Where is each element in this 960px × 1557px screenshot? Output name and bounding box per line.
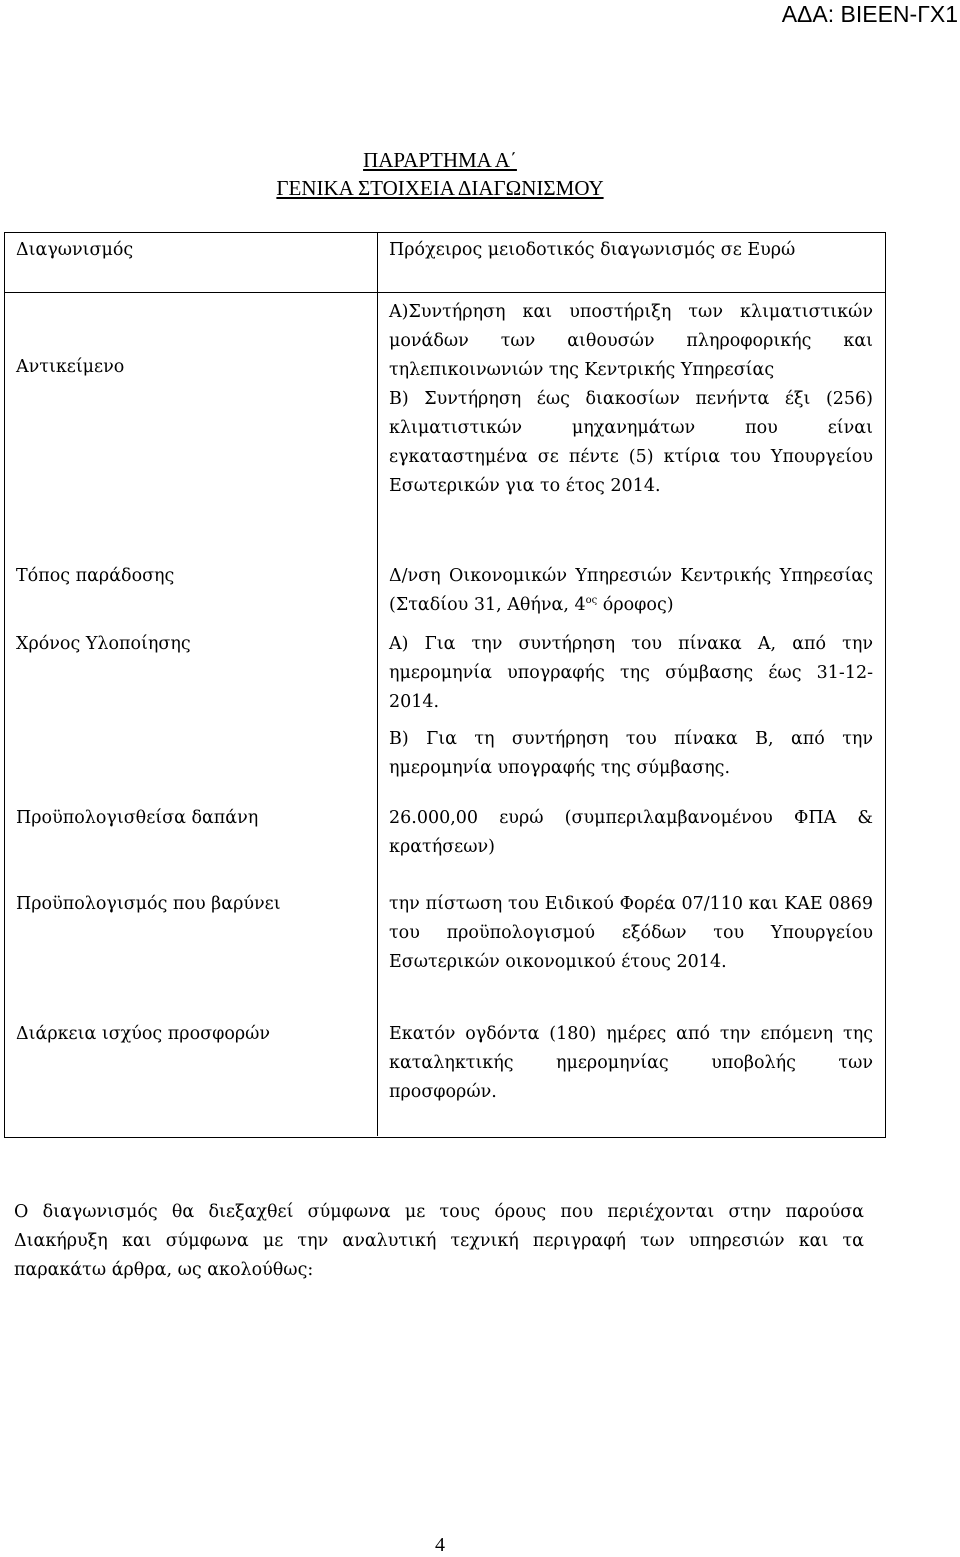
terms-paragraph: Ο διαγωνισμός θα διεξαχθεί σύμφωνα με τους όρους που περιέχονται στην παρούσα Διακήρυξη και σύμφωνα με την αναλυτική τεχνική περιγραφή των υπηρεσιών και τα παρακάτω άρθρα, ως ακολούθως: [14,1202,864,1280]
label-budget-charged: Προϋπολογισμός που βαρύνει [16,894,281,914]
label-delivery-place: Τόπος παράδοσης [16,566,175,586]
table-row-budget-charged [4,884,885,1020]
label-tender: Διαγωνισμός [16,240,134,260]
label-implementation-time: Χρόνος Υλοποίησης [16,634,191,654]
value-subject-b: Β) Συντήρηση έως διακοσίων πενήντα έξι (256) κλιματιστικών μηχανημάτων που είναι εγκαταστημένα σε πέντε (5) κτίρια του Υπουργείου Εσωτερικών για το έτος 2014. [389,388,873,496]
general-info-title: ΓΕΝΙΚΑ ΣΤΟΙΧΕΙΑ ΔΙΑΓΩΝΙΣΜΟΥ [276,176,604,200]
table-row-budget-cost [4,800,885,884]
label-budget-cost: Προϋπολογισθείσα δαπάνη [16,808,259,828]
value-offer-validity: Εκατόν ογδόντα (180) ημέρες από την επόμενη της καταληκτικής ημερομηνίας υποβολής των προσφορών. [389,1024,873,1102]
value-tender: Πρόχειρος μειοδοτικός διαγωνισμός σε Ευρώ [389,240,796,260]
value-subject-a: Α)Συντήρηση και υποστήριξη των κλιματιστικών μονάδων των αιθουσών πληροφορικής και τηλεπικοινωνιών της Κεντρικής Υπηρεσίας [389,301,873,380]
label-subject: Αντικείμενο [16,356,125,377]
tender-info-table [4,232,885,1132]
value-implementation-b: Β) Για τη συντήρηση του πίνακα Β, από την ημερομηνία υπογραφής της σύμβασης. [389,729,873,778]
table-row-offer-validity [4,1020,885,1132]
table-row-tender [4,232,885,292]
table-row-implementation-time [4,624,885,800]
value-budget-charged: την πίστωση του Ειδικού Φορέα 07/110 και ΚΑΕ 0869 του προϋπολογισμού εξόδων του Υπουργείου Εσωτερικών οικονομικού έτους 2014. [389,894,873,972]
label-offer-validity: Διάρκεια ισχύος προσφορών [16,1024,271,1044]
value-implementation-a: Α) Για την συντήρηση του πίνακα Α, από την ημερομηνία υπογραφής της σύμβασης έως 31-12-2014. [389,634,873,712]
ada-code: ΑΔΑ: ΒΙΕΕΝ-ΓΧ1 [781,1,958,27]
appendix-title: ΠΑΡΑΡΤΗΜΑ Α΄ [363,148,517,172]
table-row-delivery-place [4,556,885,624]
value-delivery-place: Δ/νση Οικονομικών Υπηρεσιών Κεντρικής Υπηρεσίας (Σταδίου 31, Αθήνα, $4^{o\varsigma}$ όροφος) [389,566,873,615]
table-row-subject [4,292,885,556]
value-budget-cost: 26.000,00 ευρώ (συμπεριλαμβανομένου ΦΠΑ & κρατήσεων) [389,808,873,857]
page-number: 4 [435,1534,445,1556]
